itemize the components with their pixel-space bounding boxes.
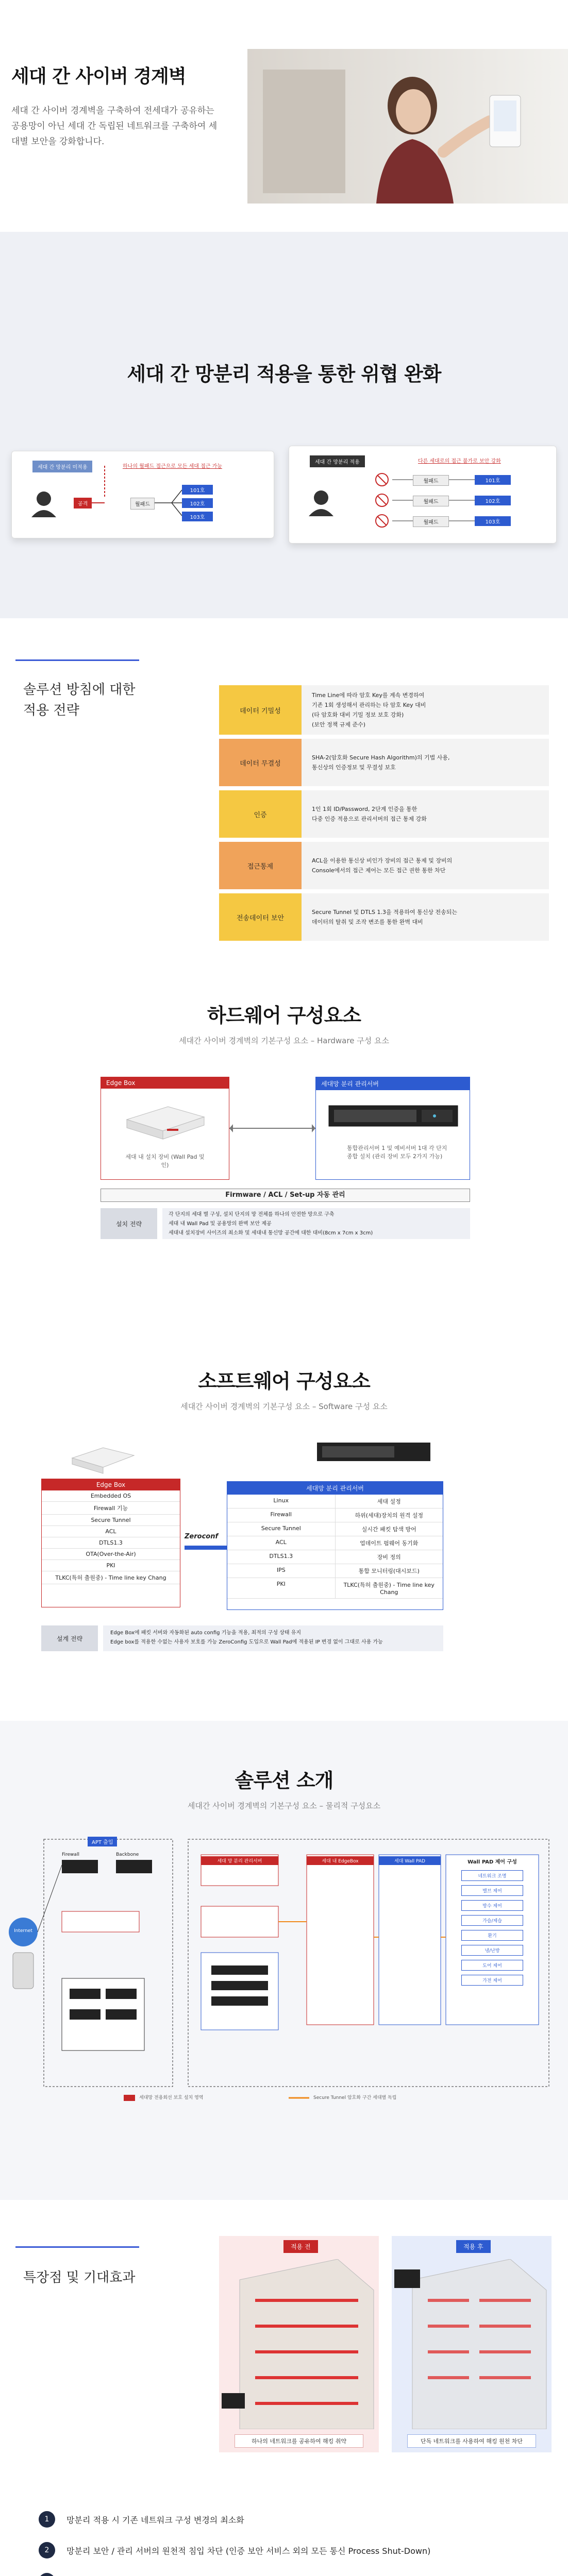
hw-note-label: 설치 전략 [101,1208,157,1239]
sol-control-item: 가습/제습 [461,1915,523,1926]
feature-item [39,2504,554,2535]
sw-left-title: Edge Box [42,1479,180,1490]
sw-right-cell: ACL [227,1536,336,1550]
strategy-title-1: 솔루션 방침에 대한 [23,682,136,698]
features-after-caption: 단독 네트워크를 사용하여 해킹 원천 차단 [407,2434,536,2448]
sw-left-item: DTLS1.3 [42,1537,180,1549]
hw-note-2: 세대 내 Wall Pad 및 공용망의 완벽 보안 제공 [169,1221,272,1227]
strategy-row-label: 데이터 무결성 [219,739,302,786]
risk-after-room-103: 103호 [475,516,511,526]
sol-internet: Internet [14,1928,32,1934]
solution-title: 솔루션 소개 [235,1769,333,1792]
strategy-row-item: (타 암호화 대비 기밀 정보 보호 강화) [312,711,404,718]
risk-title: 세대 간 망분리 적용을 통한 위협 완화 [127,363,441,385]
sw-right-title: 세대망 분리 관리서버 [227,1482,443,1495]
hero-section [0,0,568,232]
hw-connector [0,1113,568,1144]
solution-sub: 세대간 사이버 경계벽의 기본구성 요소 – 물리적 구성요소 [187,1801,381,1810]
features-after-panel [392,2236,552,2452]
strategy-row-item: SHA-2(암호화 Secure Hash Algorithm)의 기법 사용, [312,754,450,761]
sw-right-cell: 실시간 패킷 탐색 방어 [361,1526,416,1533]
features-accent-bar [15,2246,139,2248]
sol-control-item: 밸브 제어 [461,1885,523,1896]
sw-left-item: TLKC(특허 출원중) - Time line key Chang [42,1571,180,1584]
sw-left-item: Firewall 기능 [42,1502,180,1515]
software-devices [0,1422,568,1484]
features-title: 특장점 및 기대효과 [23,2270,136,2285]
risk-after-wallpad-2: 월패드 [413,496,449,506]
strategy-accent-bar [15,659,139,661]
risk-hub: 월패드 [130,498,155,510]
software-section [0,1329,568,1721]
sol-wallpad: 세대 Wall PAD [379,1856,441,1865]
sw-right-cell: 업데이트 펌웨어 동기화 [360,1540,419,1547]
sol-wallpad-sub: Wall PAD 제어 구성 [467,1859,517,1865]
hw-left-title: Edge Box [101,1077,229,1089]
sw-note-2: Edge box를 적용한 수없는 사용자 보호를 가능 ZeroConfig 도입으로 Wall Pad에 적용된 IP 변경 없이 그대로 사용 가능 [110,1639,383,1645]
feature-text: 망분리 적용 시 기존 네트워크 구성 변경의 최소화 [66,2515,244,2525]
sw-left-item: PKI [42,1560,180,1571]
hardware-sub: 세대간 사이버 경계벽의 기본구성 요소 – Hardware 구성 요소 [179,1036,389,1045]
sw-right-row [227,1536,443,1550]
features-before-building [219,2259,379,2429]
features-after-label: 적용 후 [456,2240,491,2253]
sw-right-list [227,1495,443,1599]
sol-edgebox: 세대 내 EdgeBox [307,1856,374,1865]
strategy-row-item: (보안 정책 규제 준수) [312,721,366,728]
risk-attack-badge: 공격 [74,498,92,509]
sw-left-item: Secure Tunnel [42,1515,180,1526]
feature-number: 1 [39,2511,55,2528]
sw-right-cell: Secure Tunnel [227,1522,336,1536]
sw-right-cell: 세대 설정 [377,1498,401,1505]
hero-title: 세대 간 사이버 경계벽 [11,66,186,87]
strategy-row-item: Console에서의 접근 제어는 모든 접근 권한 통한 차단 [312,867,446,874]
risk-before-label: 세대 간 망분리 미적용 [32,461,92,472]
sw-right-row [227,1495,443,1509]
strategy-row [219,842,549,889]
strategy-row-label: 접근통제 [219,842,302,889]
solution-section [0,1721,568,2200]
strategy-row-item: 다중 인증 적용으로 관리서버의 접근 통제 강화 [312,816,427,822]
risk-unit-101: 101호 [182,485,213,495]
features-before-caption: 하나의 네트워크를 공유하여 해킹 취약 [235,2434,363,2448]
strategy-row-label: 전송데이터 보안 [219,893,302,941]
sol-control-item: 방수 제어 [461,1900,523,1911]
hero-photo [247,49,568,204]
strategy-row-item: Time Line에 따라 암호 Key를 계속 변경하여 [312,692,425,699]
sw-left-item: Embedded OS [42,1490,180,1502]
hardware-section [0,979,568,1329]
feature-item [39,2566,554,2576]
sol-control-item: 네트워크 조명 [461,1870,523,1881]
sw-right-cell: TLKC(특허 출원중) - Time line key Chang [343,1582,435,1596]
feature-text: 망분리 보안 / 관리 서버의 원천적 침입 차단 (인증 보안 서비스 외의 모든 통신 Process Shut-Down) [66,2546,431,2556]
strategy-table [219,685,549,945]
sw-right-row [227,1522,443,1536]
risk-before-diagram [12,451,275,539]
strategy-title-2: 적용 전략 [23,703,79,718]
risk-before-card [11,451,274,538]
strategy-row-body [302,685,549,735]
features-list [39,2504,554,2576]
sol-legend-2: Secure Tunnel 암호화 구간 세대별 독립 [313,2095,397,2100]
feature-item [39,2535,554,2566]
sw-right-cell: PKI [227,1578,336,1598]
strategy-row-label: 인증 [219,790,302,838]
sol-switch: Backbone [116,1852,139,1857]
sw-right-cell: Linux [227,1495,336,1508]
hw-bottom-bar: Firmware / ACL / Set-up 자동 관리 [101,1189,470,1202]
sw-note-label: 설계 전략 [41,1625,98,1651]
feature-number [39,2573,55,2576]
strategy-row-item: 데이터의 탈취 및 조작 변조를 통한 완벽 대비 [312,919,423,925]
strategy-row-body [302,893,549,941]
risk-after-room-101: 101호 [475,475,511,485]
sw-notes [103,1625,443,1651]
feature-number: 2 [39,2542,55,2558]
risk-after-wallpad-3: 월패드 [413,516,449,527]
sol-firewall: Firewall [62,1852,79,1857]
sol-control-item: 가전 제어 [461,1975,523,1986]
risk-after-room-102: 102호 [475,496,511,505]
risk-after-label: 세대 간 망분리 적용 [310,455,365,467]
sw-right-row [227,1509,443,1522]
strategy-row-item: 통신상의 인증정보 및 무결성 보호 [312,764,396,771]
hero-desc: 세대 간 사이버 경계벽을 구축하여 전세대가 공유하는 공용망이 아닌 세대 간 독립된 네트워크를 구축하여 세대별 보안을 강화합니다. [11,106,218,147]
strategy-row-item: 1인 1회 ID/Password, 2단계 인증을 통한 [312,806,417,812]
risk-after-caption: 다른 세대로의 접근 불가로 보안 강화 [418,459,501,464]
strategy-row [219,739,549,786]
sw-note-1: Edge Box에 패킷 서버와 자동화된 auto config 기능을 적용, 최적의 구성 상태 유지 [110,1630,302,1636]
sw-zeroconf: Zeroconf [185,1533,219,1540]
hw-note-3: 세대내 설치장비 사이즈의 최소화 및 세대내 통신망 공간에 대한 대비(8cm x 7cm x 3cm) [169,1230,373,1236]
sol-control-list [461,1870,523,1990]
strategy-row-body [302,739,549,786]
sw-left-item: OTA(Over-the-Air) [42,1549,180,1560]
hardware-title: 하드웨어 구성요소 [207,1004,361,1027]
hw-right-caption: 통합관리서버 1 및 예비서버 1대 각 단지 종합 설치 (관리 장비 모두 2가지 가능) [347,1145,447,1160]
sol-control-item: 냉/난방 [461,1945,523,1956]
hw-notes [162,1208,470,1239]
sw-left-item: ACL [42,1526,180,1537]
strategy-row-item: 기존 1회 생성해서 관리하는 타 암호 Key 대비 [312,702,426,708]
sol-legend-1: 세대망 전용회선 보호 설치 영역 [139,2095,204,2100]
strategy-row [219,685,549,735]
sol-control-item: 도어 제어 [461,1960,523,1971]
sw-right-row [227,1564,443,1578]
software-title: 소프트웨어 구성요소 [198,1370,370,1393]
risk-after-card [289,446,557,544]
sw-right-row [227,1550,443,1564]
strategy-row-item: ACL을 이용한 통신상 비인가 장비의 접근 통제 및 장비의 [312,857,453,864]
sw-right-cell: Firewall [227,1509,336,1522]
features-before-label: 적용 전 [283,2240,318,2253]
sol-apt: APT 출입 [88,1837,117,1846]
risk-unit-103: 103호 [182,512,213,521]
features-before-panel [219,2236,379,2452]
strategy-row [219,790,549,838]
hw-left-caption: 세대 내 설치 장비 (Wall Pad 및 인) [125,1154,205,1168]
sw-right-panel [227,1481,443,1610]
risk-section [0,232,568,618]
sw-right-cell: 장비 정의 [377,1554,401,1561]
strategy-row-body [302,842,549,889]
risk-unit-102: 102호 [182,498,213,508]
strategy-row-body [302,790,549,838]
strategy-row [219,893,549,941]
hw-note-1: 각 단지의 세대 별 구성, 설치 단지의 망 전체를 하나의 안전한 망으로 구축 [169,1212,335,1217]
strategy-row-label: 데이터 기밀성 [219,685,302,735]
hw-right-title: 세대망 분리 관리서버 [316,1077,470,1090]
strategy-row-item: Secure Tunnel 및 DTLS 1.3을 적용하여 통신상 전송되는 [312,909,458,916]
risk-after-diagram [289,446,557,544]
sol-control-item: 환기 [461,1930,523,1941]
sw-right-cell: DTLS1.3 [227,1550,336,1564]
sw-right-cell: 통합 모니터링(대시보드) [358,1568,420,1574]
risk-before-caption: 하나의 월패드 접근으로 모든 세대 접근 가능 [123,464,222,469]
sw-right-cell: 하위(세대)장치의 원격 설정 [355,1512,423,1519]
features-after-building [392,2259,552,2429]
software-sub: 세대간 사이버 경계벽의 기본구성 요소 – Software 구성 요소 [180,1402,388,1411]
sw-right-cell: IPS [227,1564,336,1578]
sw-right-row [227,1578,443,1599]
strategy-section [0,618,568,979]
features-section [0,2200,568,2576]
risk-after-wallpad-1: 월패드 [413,475,449,486]
sol-mgmt-title: 세대 망 분리 관리서버 [201,1856,278,1865]
